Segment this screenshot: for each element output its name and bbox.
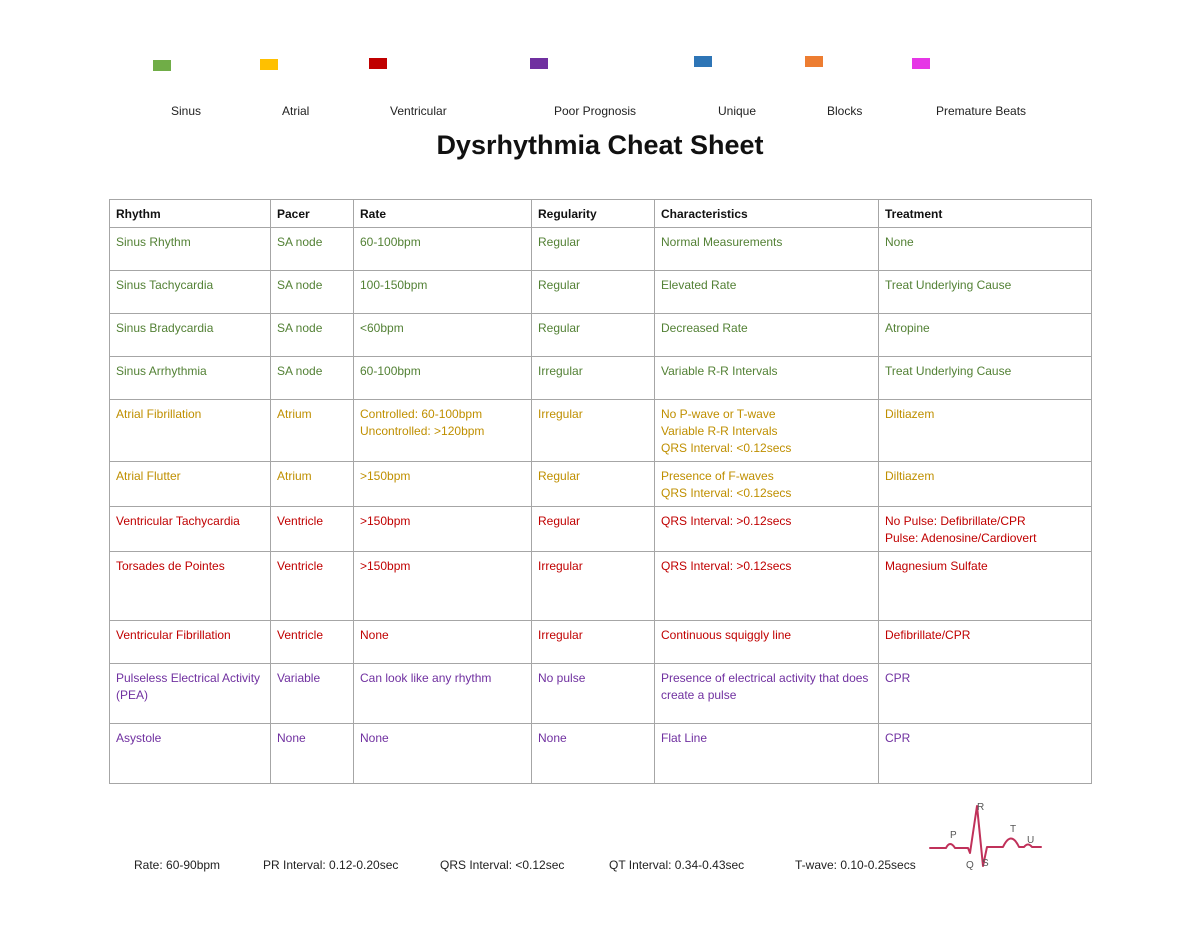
cell-rate: Controlled: 60-100bpm Uncontrolled: >120bpm <box>354 400 532 462</box>
cell-rhythm: Sinus Tachycardia <box>110 271 271 314</box>
cell-treatment: Diltiazem <box>879 400 1092 462</box>
cell-regularity: Irregular <box>532 552 655 621</box>
cell-treatment: Magnesium Sulfate <box>879 552 1092 621</box>
cell-rhythm: Atrial Fibrillation <box>110 400 271 462</box>
cell-treatment: Diltiazem <box>879 462 1092 507</box>
cell-treatment: Treat Underlying Cause <box>879 357 1092 400</box>
cell-pacer: SA node <box>271 271 354 314</box>
cell-regularity: Regular <box>532 271 655 314</box>
ecg-label-s: S <box>982 858 989 869</box>
footer-rate: Rate: 60-90bpm <box>134 858 221 872</box>
legend-label-ventricular: Ventricular <box>390 104 447 118</box>
cell-rate: 60-100bpm <box>354 228 532 271</box>
page-title: Dysrhythmia Cheat Sheet <box>436 130 764 160</box>
cell-rate: >150bpm <box>354 462 532 507</box>
ecg-trace <box>930 806 1041 866</box>
table-row <box>110 314 1092 357</box>
table-row <box>110 462 1092 507</box>
table-row <box>110 552 1092 621</box>
cell-characteristics: Decreased Rate <box>655 314 879 357</box>
cell-characteristics: Presence of electrical activity that does create a pulse <box>655 664 879 724</box>
footer-qt-interval: QT Interval: 0.34-0.43sec <box>609 858 745 872</box>
cell-characteristics: QRS Interval: >0.12secs <box>655 552 879 621</box>
legend-swatch-unique <box>694 56 712 67</box>
header-treatment: Treatment <box>879 200 1092 228</box>
cell-treatment: Treat Underlying Cause <box>879 271 1092 314</box>
footer-t-wave: T-wave: 0.10-0.25secs <box>795 858 916 872</box>
cell-characteristics: Elevated Rate <box>655 271 879 314</box>
cell-regularity: None <box>532 724 655 784</box>
table-row <box>110 400 1092 462</box>
cell-rhythm: Pulseless Electrical Activity (PEA) <box>110 664 271 724</box>
cell-rate: >150bpm <box>354 507 532 552</box>
cell-regularity: Regular <box>532 507 655 552</box>
cell-treatment: None <box>879 228 1092 271</box>
table-row <box>110 271 1092 314</box>
ecg-label-q: Q <box>966 860 974 871</box>
legend-swatch-blocks <box>805 56 823 67</box>
table-row <box>110 724 1092 784</box>
cell-treatment: Defibrillate/CPR <box>879 621 1092 664</box>
ecg-label-p: P <box>950 830 957 841</box>
cell-characteristics: No P-wave or T-wave Variable R-R Intervals QRS Interval: <0.12secs <box>655 400 879 462</box>
cell-rhythm: Asystole <box>110 724 271 784</box>
cell-pacer: SA node <box>271 357 354 400</box>
ecg-label-r: R <box>977 802 985 813</box>
cell-rate: Can look like any rhythm <box>354 664 532 724</box>
legend-swatch-premature-beats <box>912 58 930 69</box>
footer-pr-interval: PR Interval: 0.12-0.20sec <box>263 858 399 872</box>
cell-characteristics: Flat Line <box>655 724 879 784</box>
cell-rhythm: Atrial Flutter <box>110 462 271 507</box>
cell-rate: None <box>354 724 532 784</box>
header-regularity: Regularity <box>532 200 655 228</box>
dysrhythmia-table <box>109 199 1092 784</box>
legend-swatch-poor-prognosis <box>530 58 548 69</box>
table-header-row <box>110 200 1092 228</box>
ecg-waveform-icon <box>928 800 1044 872</box>
table-row <box>110 507 1092 552</box>
cell-pacer: Ventricle <box>271 552 354 621</box>
cell-rate: 100-150bpm <box>354 271 532 314</box>
cell-rhythm: Ventricular Tachycardia <box>110 507 271 552</box>
ecg-label-t: T <box>1010 824 1017 835</box>
cell-rate: 60-100bpm <box>354 357 532 400</box>
table-row <box>110 621 1092 664</box>
cell-regularity: Regular <box>532 462 655 507</box>
footer-qrs-interval: QRS Interval: <0.12sec <box>440 858 565 872</box>
legend-label-atrial: Atrial <box>282 104 310 118</box>
cell-pacer: Atrium <box>271 400 354 462</box>
cell-rhythm: Torsades de Pointes <box>110 552 271 621</box>
cell-pacer: Variable <box>271 664 354 724</box>
legend-label-unique: Unique <box>718 104 757 118</box>
cell-characteristics: Variable R-R Intervals <box>655 357 879 400</box>
cell-pacer: Atrium <box>271 462 354 507</box>
header-characteristics: Characteristics <box>655 200 879 228</box>
cell-rhythm: Sinus Bradycardia <box>110 314 271 357</box>
legend-swatch-sinus <box>153 60 171 71</box>
cell-regularity: Regular <box>532 228 655 271</box>
cell-characteristics: Normal Measurements <box>655 228 879 271</box>
legend-label-blocks: Blocks <box>827 104 863 118</box>
cell-pacer: Ventricle <box>271 507 354 552</box>
cell-rhythm: Sinus Arrhythmia <box>110 357 271 400</box>
cell-regularity: Irregular <box>532 621 655 664</box>
cell-treatment: CPR <box>879 724 1092 784</box>
legend-label-poor-prognosis: Poor Prognosis <box>554 104 637 118</box>
legend-label-sinus: Sinus <box>171 104 202 118</box>
ecg-label-u: U <box>1027 835 1035 846</box>
legend-swatch-atrial <box>260 59 278 70</box>
cell-pacer: None <box>271 724 354 784</box>
cell-regularity: Regular <box>532 314 655 357</box>
header-pacer: Pacer <box>271 200 354 228</box>
cell-characteristics: Continuous squiggly line <box>655 621 879 664</box>
legend-label-premature-beats: Premature Beats <box>936 104 1027 118</box>
cell-rhythm: Sinus Rhythm <box>110 228 271 271</box>
cell-treatment: CPR <box>879 664 1092 724</box>
table-row <box>110 357 1092 400</box>
table-row <box>110 228 1092 271</box>
table-row <box>110 664 1092 724</box>
cell-rate: <60bpm <box>354 314 532 357</box>
legend-swatch-ventricular <box>369 58 387 69</box>
cell-regularity: Irregular <box>532 357 655 400</box>
cell-pacer: Ventricle <box>271 621 354 664</box>
header-rhythm: Rhythm <box>110 200 271 228</box>
cell-rate: >150bpm <box>354 552 532 621</box>
cell-treatment: Atropine <box>879 314 1092 357</box>
header-rate: Rate <box>354 200 532 228</box>
cell-rhythm: Ventricular Fibrillation <box>110 621 271 664</box>
cell-regularity: No pulse <box>532 664 655 724</box>
cell-characteristics: QRS Interval: >0.12secs <box>655 507 879 552</box>
cell-pacer: SA node <box>271 314 354 357</box>
cell-characteristics: Presence of F-waves QRS Interval: <0.12secs <box>655 462 879 507</box>
cell-treatment: No Pulse: Defibrillate/CPR Pulse: Adenosine/Cardiovert <box>879 507 1092 552</box>
cell-rate: None <box>354 621 532 664</box>
cell-regularity: Irregular <box>532 400 655 462</box>
cell-pacer: SA node <box>271 228 354 271</box>
